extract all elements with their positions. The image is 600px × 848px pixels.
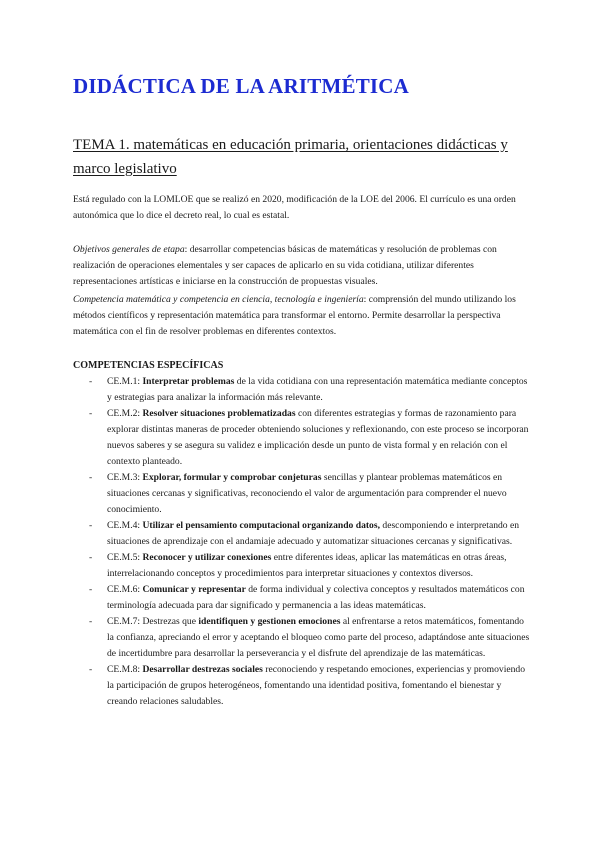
competency-keyword: Reconocer y utilizar conexiones (142, 552, 272, 563)
competency-text: sencillas y plantear problemas matemáticos en situaciones cercanas y significativas, reconociendo el valor de argumentación para comprender el nuevo conocimiento. (107, 472, 507, 515)
bullet-dash: - (89, 664, 93, 675)
list-item (73, 662, 533, 710)
competencias-list (73, 374, 533, 710)
section-heading: COMPETENCIAS ESPECÍFICAS (73, 360, 224, 371)
competency-text: entre diferentes ideas, aplicar las matemáticas en otras áreas, interrelacionando conceptos y procedimientos para interpretar situaciones y contextos diversos. (107, 552, 507, 579)
objetivos-text: : desarrollar competencias básicas de matemáticas y resolución de problemas con realización de operaciones elementales y ser capaces de aplicarlo en su vida cotidiana, utilizar diferentes representaciones artísticas e iniciarse en la construcción de propuestas visuales. (73, 244, 497, 287)
competency-keyword: Comunicar y representar (142, 584, 246, 595)
bullet-dash: - (89, 472, 93, 483)
competency-text: reconociendo y respetando emociones, experiencias y promoviendo la participación de grupos heterogéneos, fomentando una identidad positiva, fomentando el bienestar y creando relaciones saludables. (107, 664, 526, 707)
intro-paragraph: Está regulado con la LOMLOE que se realizó en 2020, modificación de la LOE del 2006. El currículo es una orden autonómica que lo dice el decreto real, lo cual es estatal. (73, 194, 516, 221)
topic-subtitle: TEMA 1. matemáticas en educación primaria, orientaciones didácticas y marco legislativo (73, 137, 508, 177)
bullet-dash: - (89, 584, 93, 595)
list-item (73, 550, 533, 582)
competency-keyword: Explorar, formular y comprobar conjeturas (142, 472, 322, 483)
bullet-dash: - (89, 376, 93, 387)
competency-keyword: Desarrollar destrezas sociales (142, 664, 263, 675)
competencia-label: Competencia matemática y competencia en ciencia, tecnología e ingeniería (73, 294, 364, 305)
bullet-dash: - (89, 520, 93, 531)
list-item (73, 470, 533, 518)
competency-code: CE.M.6: (107, 584, 143, 595)
competency-code: CE.M.8: (107, 664, 143, 675)
competency-keyword: Resolver situaciones problematizadas (142, 408, 296, 419)
bullet-dash: - (89, 408, 93, 419)
competency-code: CE.M.1: (107, 376, 143, 387)
list-item (73, 374, 533, 406)
competency-text: con diferentes estrategias y formas de razonamiento para explorar distintas maneras de proceder obteniendo soluciones y reflexionando, con este proceso se incorporan nuevos saberes y se asegura su validez e implicación desde un punto de vista formal y en relación con el contexto planteado. (107, 408, 529, 467)
document-title: DIDÁCTICA DE LA ARITMÉTICA (73, 74, 410, 98)
list-item (73, 518, 533, 550)
competency-keyword: identifiquen y gestionen emociones (198, 616, 341, 627)
competency-text: al enfrentarse a retos matemáticos, fomentando la confianza, apreciando el error y aceptando el bloqueo como parte del proceso, adaptándose ante situaciones de incertidumbre para desarrollar la perseverancia y el disfrute del aprendizaje de las matemáticas. (107, 616, 530, 659)
competency-text: de forma individual y colectiva conceptos y resultados matemáticos con terminología adecuada para dar significado y permanencia a las ideas matemáticas. (107, 584, 525, 611)
competency-code: CE.M.3: (107, 472, 143, 483)
list-item (73, 406, 533, 470)
bullet-dash: - (89, 552, 93, 563)
competency-text: descomponiendo e interpretando en situaciones de aprendizaje con el andamiaje adecuado y automatizar situaciones cercanas y significativas. (107, 520, 520, 547)
competency-code: CE.M.4: (107, 520, 143, 531)
bullet-dash: - (89, 616, 93, 627)
competency-keyword: Interpretar problemas (142, 376, 235, 387)
competency-code: CE.M.2: (107, 408, 143, 419)
competencia-text: : comprensión del mundo utilizando los métodos científicos y representación matemática para transformar el entorno. Permite desarrollar la perspectiva matemática con el fin de resolver problemas en diferentes contextos. (73, 294, 516, 337)
objetivos-paragraph (73, 242, 533, 290)
competency-text: de la vida cotidiana con una representación matemática mediante conceptos y estrategias para analizar la información más relevante. (107, 376, 528, 403)
competencia-paragraph (73, 292, 533, 340)
competency-code: CE.M.5: (107, 552, 143, 563)
list-item (73, 582, 533, 614)
competency-keyword: Utilizar el pensamiento computacional organizando datos, (142, 520, 380, 531)
objetivos-label: Objetivos generales de etapa (73, 244, 185, 255)
list-item (73, 614, 533, 662)
competency-code: CE.M.7: Destrezas que (107, 616, 199, 627)
